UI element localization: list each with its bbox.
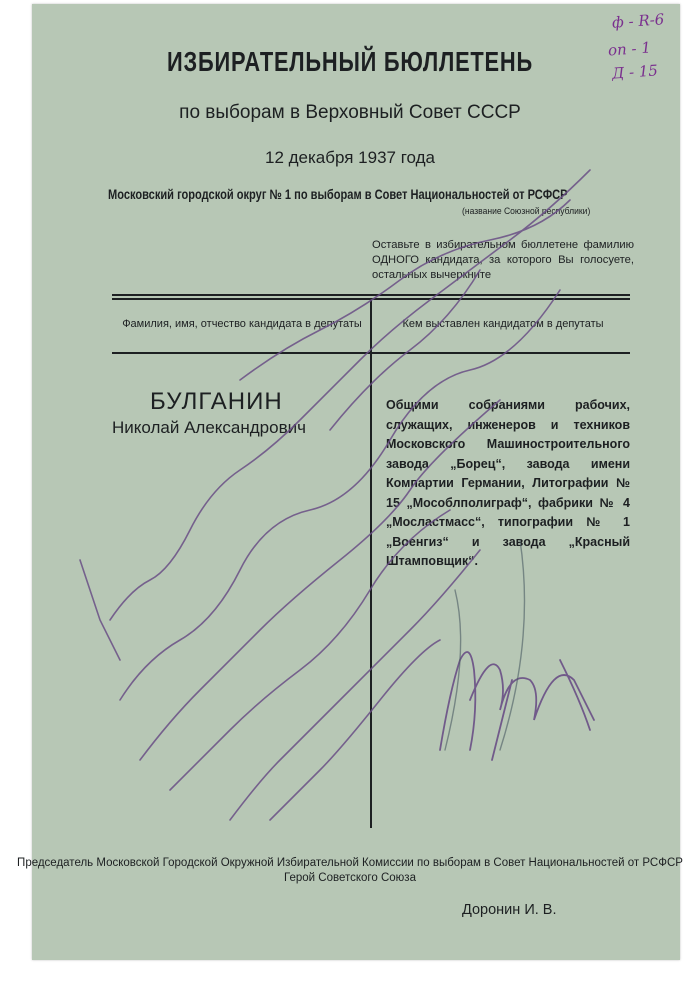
voting-instruction: Оставьте в избирательном бюллетене фамилию ОДНОГО кандидата, за которого Вы голосуете, остальных вычеркните [372, 239, 634, 281]
table-column-divider [370, 298, 372, 828]
chairman-title: Председатель Московской Городской Окружной Избирательной Комиссии по выборам в Совет Национальностей от РСФСР Герой Советского Союза [17, 857, 683, 884]
chairman-name: Доронин И. В. [462, 902, 557, 918]
archive-delo: Д - 15 [611, 61, 659, 83]
candidate-last-name: БУЛГАНИН [150, 388, 283, 415]
archive-opis: оп - 1 [607, 38, 652, 60]
candidate-first-names: Николай Александрович [112, 418, 306, 437]
column-header-candidate: Фамилия, имя, отчество кандидата в депутаты [122, 318, 362, 330]
electoral-district: Московский городской округ № 1 по выборам в Совет Национальностей от РСФСР [108, 187, 568, 202]
ballot-title: ИЗБИРАТЕЛЬНЫЙ БЮЛЛЕТЕНЬ [167, 46, 533, 77]
table-top-rule-1 [112, 294, 630, 296]
ballot-subtitle: по выборам в Верховный Совет СССР [179, 102, 521, 123]
nominated-by-text: Общими собраниями рабочих, служащих, инженеров и техников Московского Машиностроительного завода „Борец“, завода имени Компартии Германии, Литографии № 15 „Мособлполиграф“, фабрики № 4 „Мосластмасс“, типографии № 1 „Военгиз“ и завода „Красный Штамповщик“. [386, 398, 630, 568]
column-header-nominated: Кем выставлен кандидатом в депутаты [402, 318, 604, 330]
archive-fond: ф - R-6 [611, 10, 665, 32]
election-date: 12 декабря 1937 года [264, 148, 436, 167]
district-note: (название Союзной республики) [462, 206, 591, 217]
